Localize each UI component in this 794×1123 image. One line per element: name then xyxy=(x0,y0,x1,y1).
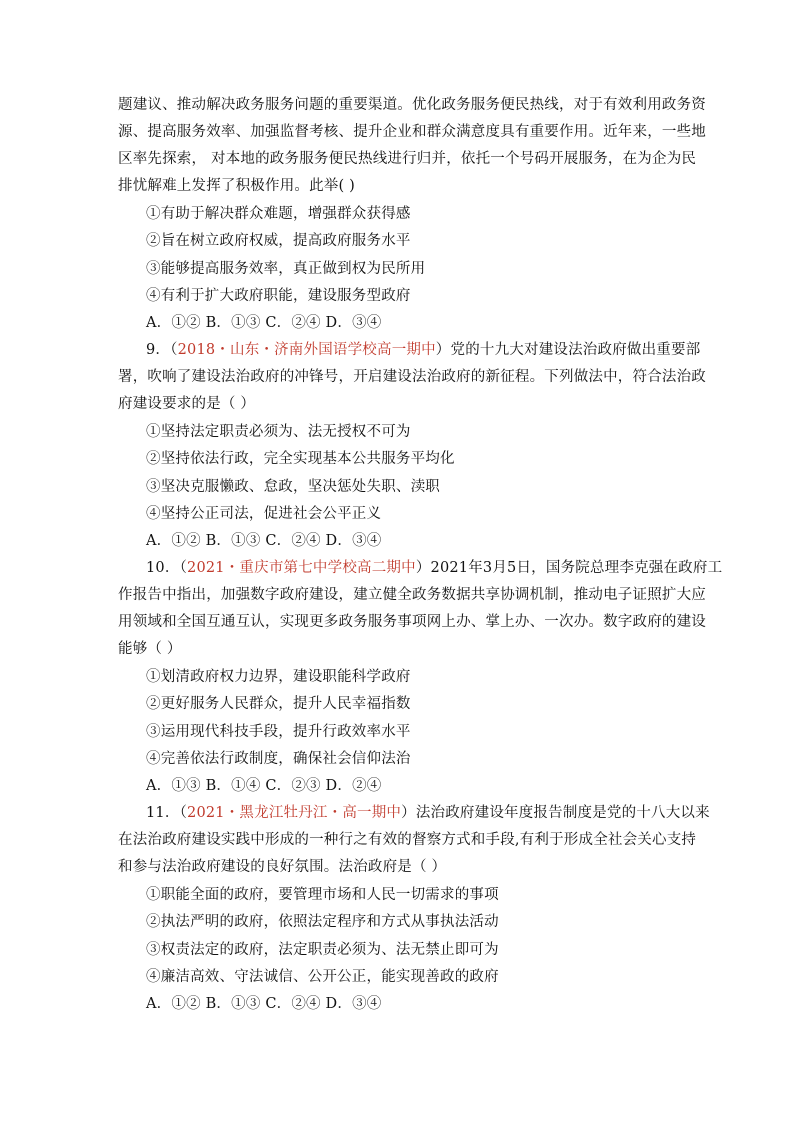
stem-text: 法治政府建设年度报告制度是党的十八大以来 xyxy=(415,805,710,821)
source-paren-close: ） xyxy=(415,560,431,576)
source-paren-open: （ xyxy=(179,560,188,576)
q11-stem-line-2: 在法治政府建设实践中形成的一种行之有效的督察方式和手段,有利于形成全社会关心支持 xyxy=(118,832,697,848)
q8-stem-line-1: 题建议、推动解决政务服务问题的重要渠道。优化政务服务便民热线，对于有效利用政务资 xyxy=(118,97,706,113)
q9-stem-line-3: 府建设要求的是（ ） xyxy=(118,396,256,412)
q9-option-3: ③坚决克服懒政、怠政，坚决惩处失职、渎职 xyxy=(146,479,440,495)
q9-stem-line-2: 署，吹响了建设法治政府的冲锋号，开启建设法治政府的新征程。下列做法中，符合法治政 xyxy=(118,369,706,385)
question-source: 2021・重庆市第七中学校高二期中 xyxy=(187,560,416,576)
question-source: 2018・山东・济南外国语学校高一期中 xyxy=(177,342,436,358)
question-number: 10． xyxy=(146,560,180,576)
q9-option-2: ②坚持依法行政，完全实现基本公共服务平均化 xyxy=(146,451,455,467)
question-number: 9． xyxy=(146,342,171,358)
q8-option-4: ④有利于扩大政府职能，建设服务型政府 xyxy=(146,288,411,304)
q11-option-1: ①职能全面的政府，要管理市场和人民一切需求的事项 xyxy=(146,887,499,903)
q10-stem-line-2: 作报告中指出，加强数字政府建设，建立健全政务数据共享协调机制，推动电子证照扩大应 xyxy=(118,587,706,603)
q10-stem-line-1 xyxy=(146,558,722,578)
q8-stem-line-2: 源、提高服务效率、加强监督考核、提升企业和群众满意度具有重要作用。近年来，一些地 xyxy=(118,124,706,140)
q10-stem-line-4: 能够（ ） xyxy=(118,641,182,657)
q8-option-1: ①有助于解决群众难题，增强群众获得感 xyxy=(146,206,411,222)
q9-stem-line-1 xyxy=(146,340,700,360)
stem-text: 2021年3月5日，国务院总理李克强在政府工 xyxy=(430,560,723,576)
q10-option-2: ②更好服务人民群众，提升人民幸福指数 xyxy=(146,696,411,712)
source-paren-open: （ xyxy=(170,342,178,358)
source-paren-close: ） xyxy=(435,342,451,358)
q10-option-4: ④完善依法行政制度，确保社会信仰法治 xyxy=(146,751,411,767)
source-paren-close: ） xyxy=(401,805,416,821)
q10-option-1: ①划清政府权力边界，建设职能科学政府 xyxy=(146,669,411,685)
q11-option-3: ③权责法定的政府，法定职责必须为、法无禁止即可为 xyxy=(146,942,499,958)
q11-stem-line-1 xyxy=(146,803,710,823)
question-number: 11． xyxy=(146,805,180,821)
q11-choices: A．①② B．①③ C．②④ D．③④ xyxy=(146,996,382,1012)
q11-option-4: ④廉洁高效、守法诚信、公开公正，能实现善政的政府 xyxy=(146,969,499,985)
stem-text: 党的十九大对建设法治政府做出重要部 xyxy=(450,342,701,358)
q11-option-2: ②执法严明的政府，依照法定程序和方式从事执法活动 xyxy=(146,914,499,930)
source-paren-open: （ xyxy=(179,805,188,821)
q9-choices: A．①② B．①③ C．②④ D．③④ xyxy=(146,533,382,549)
q8-option-2: ②旨在树立政府权威，提高政府服务水平 xyxy=(146,233,411,249)
q8-choices: A．①② B．①③ C．②④ D．③④ xyxy=(146,315,382,331)
q8-option-3: ③能够提高服务效率，真正做到权为民所用 xyxy=(146,261,426,277)
q8-stem-line-4: 排忧解难上发挥了积极作用。此举( ) xyxy=(118,178,356,194)
q10-stem-line-3: 用领域和全国互通互认，实现更多政务服务事项网上办、掌上办、一次办。数字政府的建设 xyxy=(118,614,706,630)
q10-choices: A．①③ B．①④ C．②③ D．②④ xyxy=(146,778,382,794)
q9-option-4: ④坚持公正司法，促进社会公平正义 xyxy=(146,506,382,522)
q9-option-1: ①坚持法定职责必须为、法无授权不可为 xyxy=(146,424,411,440)
q11-stem-line-3: 和参与法治政府建设的良好氛围。法治政府是（ ） xyxy=(118,859,447,875)
q10-option-3: ③运用现代科技手段，提升行政效率水平 xyxy=(146,724,411,740)
q8-stem-line-3: 区率先探索， 对本地的政务服务便民热线进行归并，依托一个号码开展服务，在为企为民 xyxy=(118,151,697,167)
question-source: 2021・黑龙江牡丹江・高一期中 xyxy=(187,805,402,821)
